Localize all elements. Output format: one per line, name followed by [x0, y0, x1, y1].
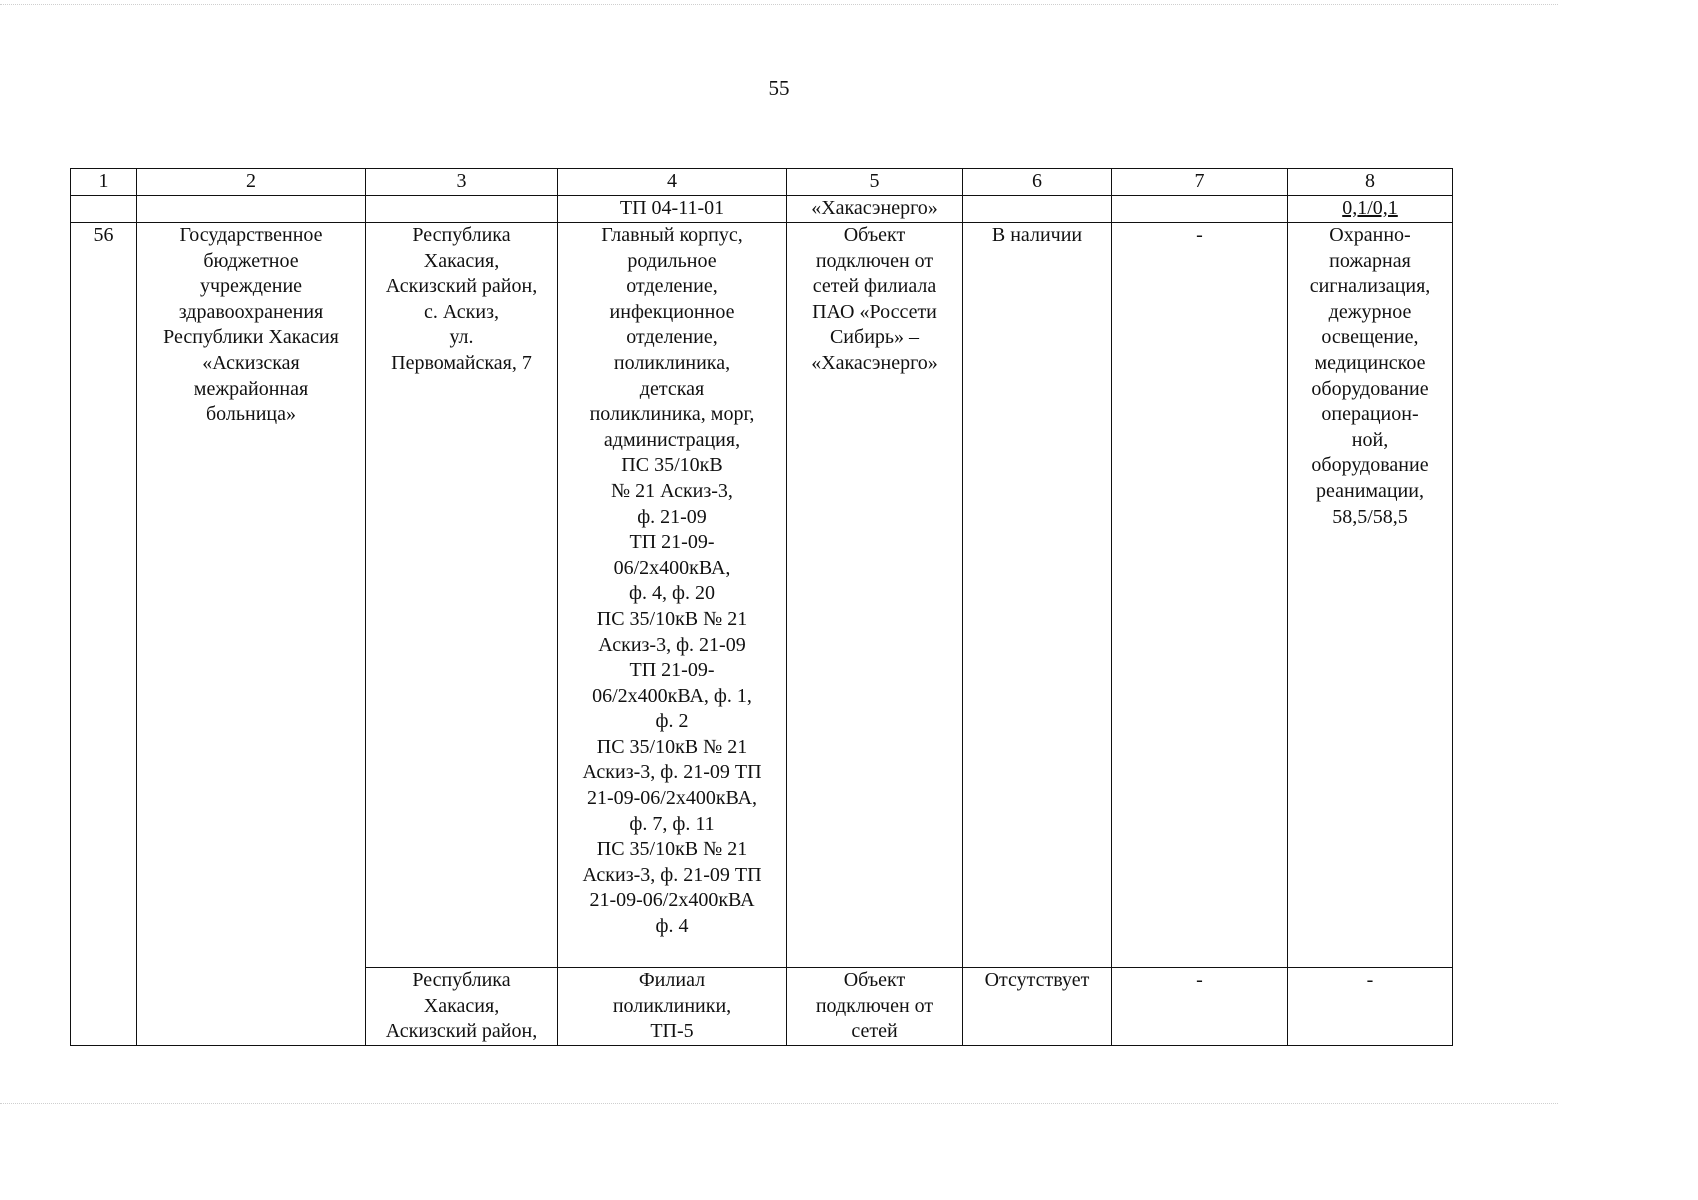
cont-cell-connection: «Хакасэнерго»: [787, 196, 963, 223]
cont-cell-reserve: [963, 196, 1112, 223]
data-table: [70, 168, 1453, 1046]
page-number: 55: [768, 76, 790, 100]
branch-connection-text: Объект подключен от сетей: [815, 969, 934, 1043]
header-cell-3: 3: [366, 169, 558, 196]
branch-reserve-status-text: Отсутствует: [984, 969, 1090, 991]
connection-cell: [787, 223, 963, 968]
table-row-56: [71, 223, 1453, 968]
address-text: Республика Хакасия, Аскизский район, с. Аскиз, ул. Первомайская, 7: [385, 224, 538, 374]
table-header-row: [71, 169, 1453, 196]
header-cell-7: 7: [1112, 169, 1288, 196]
branch-load-cell: [1288, 968, 1453, 1046]
power-source-text: Главный корпус, родильное отделение, инфекционное отделение, поликлиника, детская поликлиника, морг, администрация, ПС 35/10кВ № 21 Аскиз-3, ф. 21-09 ТП 21-09- 06/2х400кВА, ф. 4, ф. 20 ПС 35/10кВ № 21 Аскиз-3, ф. 21-09 ТП 21-09- 06/2х400кВА, ф. 1, ф. 2 ПС 35/10кВ № 21 Аскиз-3, ф. 21-09 ТП 21-09-06/2х400кВА, ф. 7, ф. 11 ПС 35/10кВ № 21 Аскиз-3, ф. 21-09 ТП 21-09-06/2х400кВА ф. 4: [582, 224, 762, 938]
col7-cell: [1112, 223, 1288, 968]
branch-power-source-cell: [558, 968, 787, 1046]
reserve-status-cell: [963, 223, 1112, 968]
table-row-continuation: [71, 196, 1453, 223]
cont-load-value: 0,1/0,1: [1342, 197, 1398, 219]
row-number: 56: [93, 224, 114, 246]
header-cell-1: 1: [71, 169, 137, 196]
header-cell-8: 8: [1288, 169, 1453, 196]
cont-cell-organization: [137, 196, 366, 223]
header-cell-6: 6: [963, 169, 1112, 196]
cont-cell-col7: [1112, 196, 1288, 223]
cont-cell-address: [366, 196, 558, 223]
scan-noise-bottom: [0, 1103, 1558, 1106]
cont-cell-number: [71, 196, 137, 223]
branch-reserve-status-cell: [963, 968, 1112, 1046]
load-text: Охранно- пожарная сигнализация, дежурное освещение, медицинское оборудование операцион- ной, оборудование реанимации, 58,5/58,5: [1309, 224, 1431, 528]
branch-col7-cell: [1112, 968, 1288, 1046]
address-cell: [366, 223, 558, 968]
branch-col7-text: -: [1196, 969, 1203, 991]
row-number-cell: [71, 223, 137, 1046]
scan-noise-top: [0, 4, 1558, 7]
branch-connection-cell: [787, 968, 963, 1046]
branch-load-text: -: [1366, 969, 1374, 991]
header-cell-2: 2: [137, 169, 366, 196]
cont-cell-load: [1288, 196, 1453, 223]
organization-name: Государственное бюджетное учреждение здравоохранения Республики Хакасия «Аскизская межрайонная больница»: [163, 224, 339, 426]
connection-text: Объект подключен от сетей филиала ПАО «Россети Сибирь» – «Хакасэнерго»: [811, 224, 938, 374]
branch-address-text: Республика Хакасия, Аскизский район,: [385, 969, 538, 1043]
organization-cell: [137, 223, 366, 1046]
power-source-cell: [558, 223, 787, 968]
col7-text: -: [1196, 224, 1203, 246]
branch-power-source-text: Филиал поликлиники, ТП-5: [612, 969, 732, 1043]
reserve-status-text: В наличии: [991, 224, 1083, 246]
header-cell-4: 4: [558, 169, 787, 196]
branch-address-cell: [366, 968, 558, 1046]
header-cell-5: 5: [787, 169, 963, 196]
load-cell: [1288, 223, 1453, 968]
cont-cell-power-source: ТП 04-11-01: [558, 196, 787, 223]
